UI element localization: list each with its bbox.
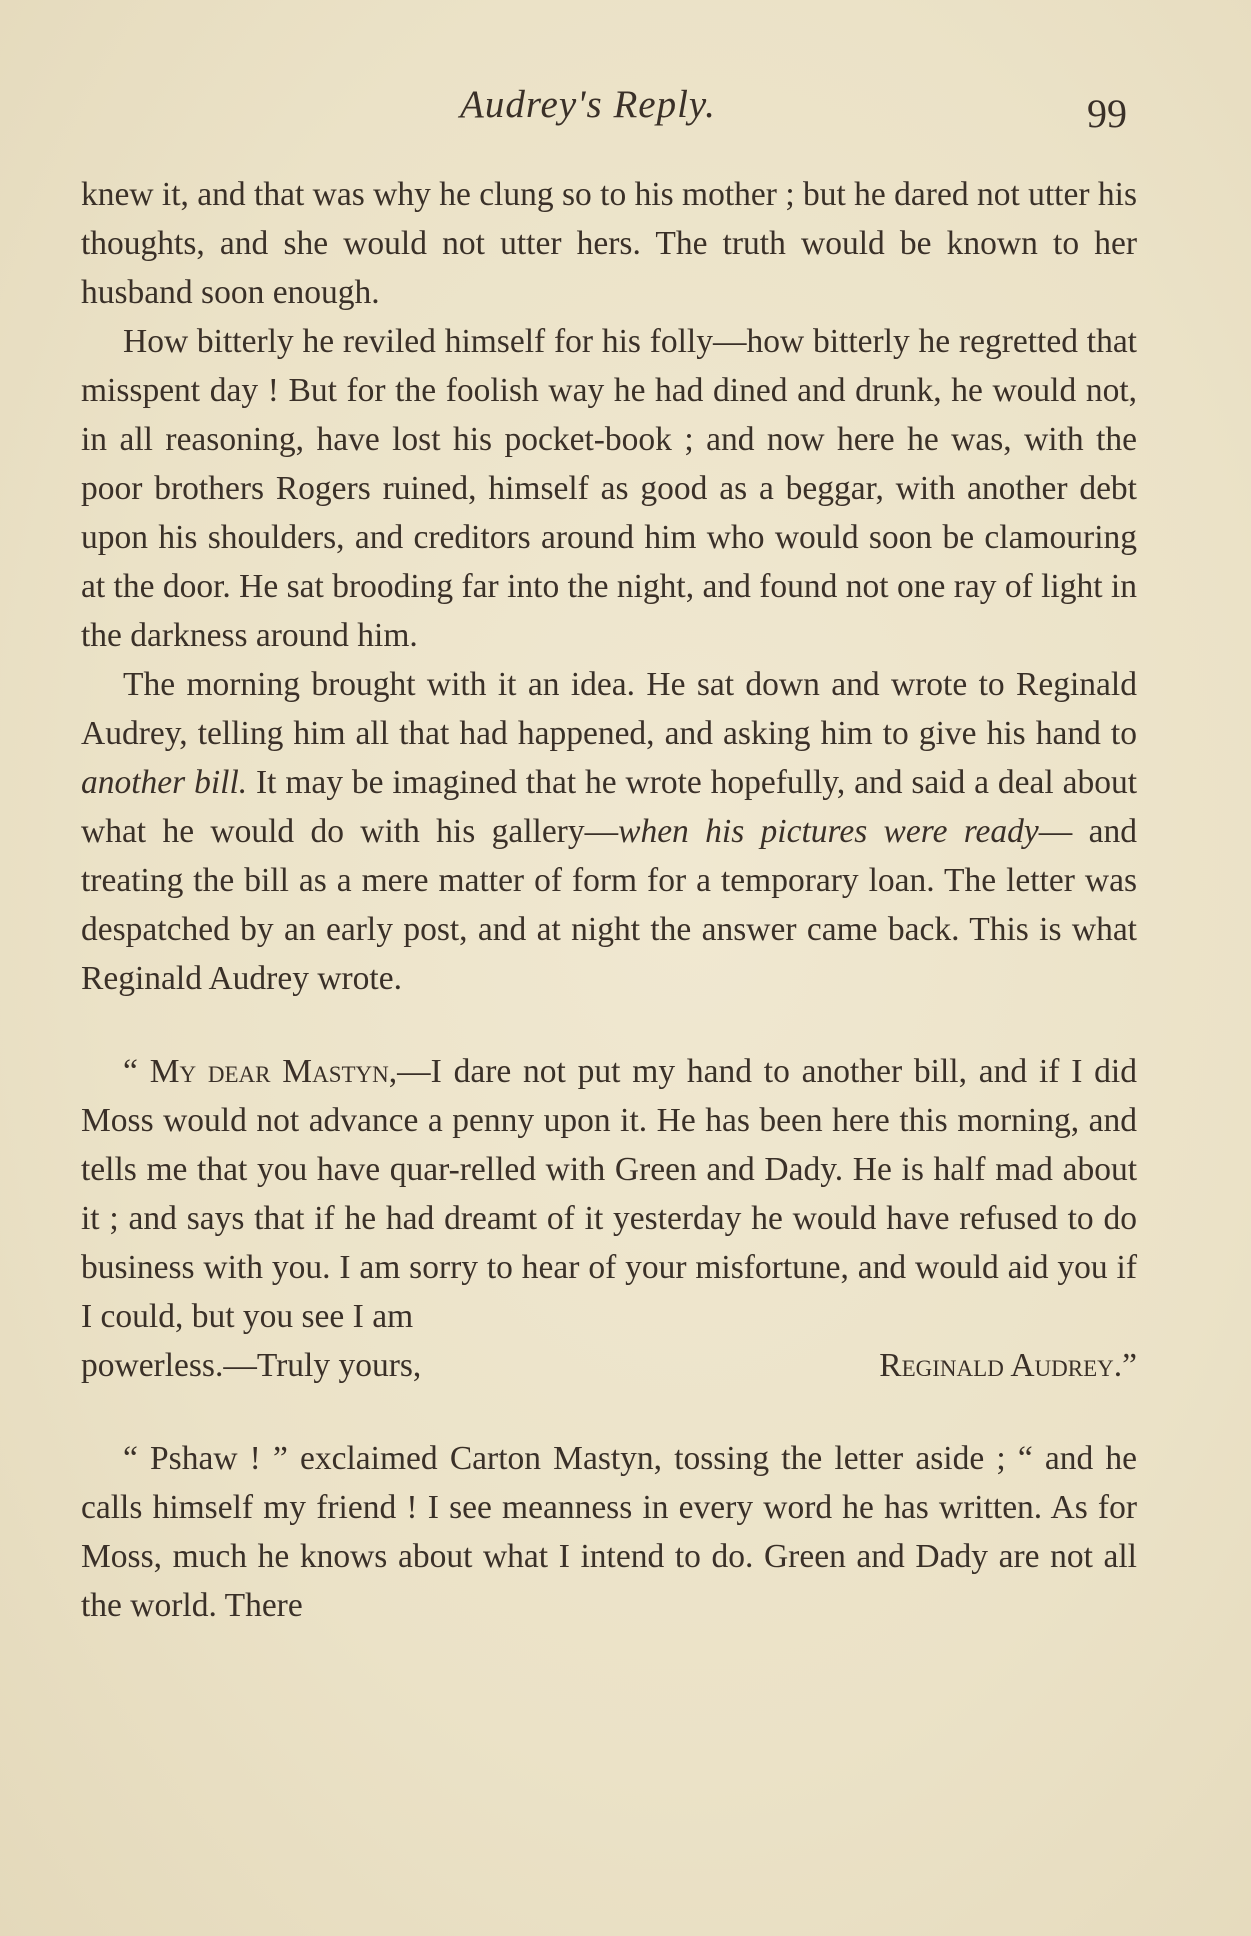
body-text bbox=[81, 170, 1137, 1630]
letter-signoff bbox=[81, 1341, 1137, 1390]
paragraph-morning bbox=[81, 660, 1137, 1003]
letter-signature-line bbox=[879, 1341, 1137, 1390]
paragraph-pshaw: “ Pshaw ! ” exclaimed Carton Mastyn, tossing the letter aside ; “ and he calls himself my friend ! I see meanness in every word he has written. As for Moss, much he knows about what I intend to do. Green and Dady are not all the world. There bbox=[81, 1440, 1137, 1624]
letter-open-quote: “ bbox=[123, 1053, 150, 1090]
paragraph-morning-text-e: — and treating the bill as a mere matter of form for a temporary loan. The letter was despatched by an early post, and at night the answer came back. This is what Reginald Audrey wrote. bbox=[81, 813, 1137, 997]
letter-closing: powerless.—Truly yours, bbox=[81, 1347, 422, 1384]
page-number: 99 bbox=[1087, 91, 1127, 136]
emphasis-another-bill: another bill. bbox=[81, 764, 248, 801]
spacer bbox=[81, 1390, 1137, 1434]
spacer bbox=[81, 1003, 1137, 1047]
running-head bbox=[0, 82, 1251, 142]
paragraph-continued: knew it, and that was why he clung so to his mother ; but he dared not utter his thoughts, and she would not utter hers. The truth would be known to her husband soon enough. bbox=[81, 176, 1137, 311]
letter-text: —I dare not put my hand to another bill, and if I did Moss would not advance a penny upon it. He has been here this morning, and tells me that you have quar-relled with Green and Dady. He is half mad about it ; and says that if he had dreamt of it yesterday he would have refused to do business with you. I am sorry to hear of your misfortune, and would aid you if I could, but you see I am bbox=[81, 1053, 1137, 1335]
running-title: Audrey's Reply. bbox=[460, 83, 716, 126]
paragraph-folly: How bitterly he reviled himself for his folly—how bitterly he regretted that misspent day ! But for the foolish way he had dined and drunk, he would not, in all reasoning, have lost his pocket-book ; and now here he was, with the poor brothers Rogers ruined, himself as good as a beggar, with another debt upon his shoulders, and creditors around him who would soon be clamouring at the door. He sat brooding far into the night, and found not one ray of light in the darkness around him. bbox=[81, 323, 1137, 654]
letter-signature: Reginald Audrey. bbox=[879, 1347, 1123, 1384]
paragraph-morning-text-c: It may be imagined that he wrote hopefully, and said a deal about what he would do with his gallery— bbox=[81, 764, 1137, 850]
letter-body bbox=[81, 1047, 1137, 1341]
letter-close-quote: ” bbox=[1122, 1347, 1137, 1384]
emphasis-pictures-ready: when his pictures were ready bbox=[618, 813, 1039, 850]
letter-salutation: My dear Mastyn, bbox=[149, 1053, 398, 1090]
paragraph-morning-text-a: The morning brought with it an idea. He sat down and wrote to Reginald Audrey, telling him all that had happened, and asking him to give his hand to bbox=[81, 666, 1137, 752]
